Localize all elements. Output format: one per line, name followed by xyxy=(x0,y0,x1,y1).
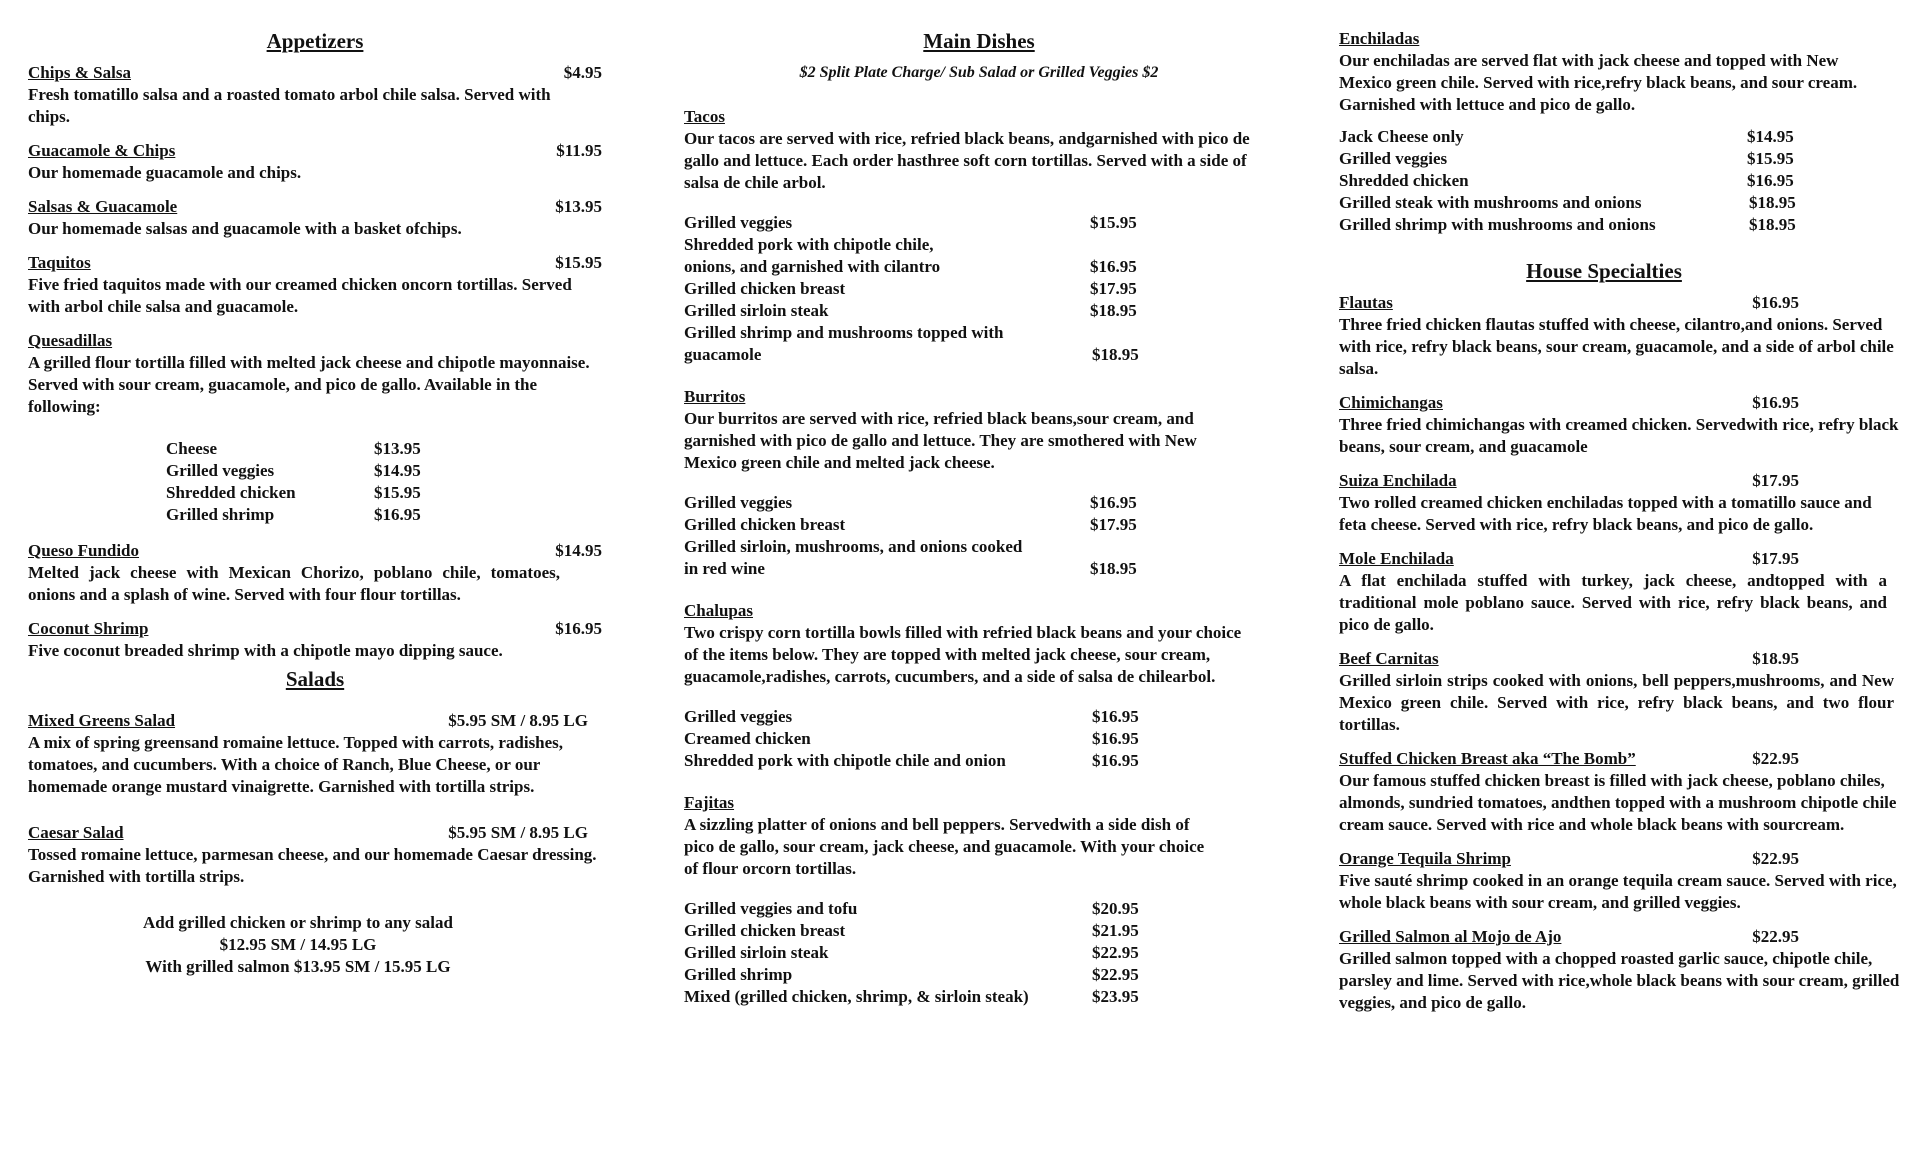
item-description: Five sauté shrimp cooked in an orange tequila cream sauce. Served with rice, whole black beans with sour cream, and grilled veggies. xyxy=(1339,871,1897,912)
option-name: Grilled shrimp with mushrooms and onions xyxy=(1339,215,1656,234)
item-description: Our enchiladas are served flat with jack cheese and topped with New Mexico green chile. Served with rice,refry black beans, and sour cream. Garnished with lettuce and pico de gallo. xyxy=(1339,51,1858,114)
option-name: Creamed chicken xyxy=(684,729,811,748)
option-row xyxy=(684,898,1274,920)
option-price: $18.95 xyxy=(1090,559,1137,578)
option-row xyxy=(166,482,602,504)
item-name: Mixed Greens Salad xyxy=(28,711,176,730)
option-name: Grilled veggies xyxy=(684,493,793,512)
fajita-options xyxy=(684,898,1274,1008)
menu-item-beef-carnitas xyxy=(1339,648,1905,736)
item-description: Tossed romaine lettuce, parmesan cheese, and our homemade Caesar dressing. Garnished with tortilla strips. xyxy=(28,845,597,886)
item-price: $17.95 xyxy=(1752,471,1799,490)
option-name: Grilled veggies xyxy=(684,213,793,232)
menu-item-chimichangas xyxy=(1339,392,1905,458)
item-description: Fresh tomatillo salsa and a roasted tomato arbol chile salsa. Served with chips. xyxy=(28,85,551,126)
option-row xyxy=(684,964,1274,986)
option-name: onions, and garnished with cilantro xyxy=(684,257,941,276)
option-price: $18.95 xyxy=(1092,345,1139,364)
item-name: Orange Tequila Shrimp xyxy=(1339,849,1511,868)
option-row xyxy=(684,750,1274,772)
option-name: Jack Cheese only xyxy=(1339,127,1464,146)
item-price: $5.95 SM / 8.95 LG xyxy=(448,823,588,842)
menu-item-salsas-guacamole xyxy=(28,196,602,240)
item-name: Queso Fundido xyxy=(28,541,140,560)
option-name: Grilled chicken breast xyxy=(684,279,846,298)
option-row xyxy=(1339,192,1905,214)
item-price: $18.95 xyxy=(1752,649,1799,668)
option-row xyxy=(166,460,602,482)
item-name: Chimichangas xyxy=(1339,393,1443,412)
option-row xyxy=(684,234,1274,256)
menu-item-suiza-enchilada xyxy=(1339,470,1905,536)
option-name: Shredded chicken xyxy=(166,483,296,502)
item-price: $11.95 xyxy=(556,141,602,160)
option-name: Grilled chicken breast xyxy=(684,921,846,940)
item-description: A mix of spring greensand romaine lettuce. Topped with carrots, radishes, tomatoes, and cucumbers. With a choice of Ranch, Blue Cheese, or our homemade orange mustard vinaigrette. Garnished with tortilla strips. xyxy=(28,733,564,796)
option-price: $17.95 xyxy=(1090,279,1137,298)
menu-item-guacamole-chips xyxy=(28,140,602,184)
menu-item-flautas xyxy=(1339,292,1905,380)
item-name: Salsas & Guacamole xyxy=(28,197,178,216)
item-name: Tacos xyxy=(684,107,725,126)
option-price: $16.95 xyxy=(1092,729,1139,748)
item-price: $17.95 xyxy=(1752,549,1799,568)
item-description: Melted jack cheese with Mexican Chorizo, poblano chile, tomatoes, onions and a splash of wine. Served with four flour tortillas. xyxy=(28,563,560,604)
option-row xyxy=(684,536,1274,558)
option-name: Mixed (grilled chicken, shrimp, & sirloin steak) xyxy=(684,987,1029,1006)
salad-addons xyxy=(28,912,568,978)
option-price: $14.95 xyxy=(1747,127,1794,146)
option-row xyxy=(684,256,1274,278)
menu-item-stuffed-chicken xyxy=(1339,748,1905,836)
option-price: $21.95 xyxy=(1092,921,1139,940)
option-row xyxy=(166,438,602,460)
option-row xyxy=(1339,148,1905,170)
item-description: A sizzling platter of onions and bell peppers. Servedwith a side dish of pico de gallo, sour cream, jack cheese, and guacamole. With your choice of flour orcorn tortillas. xyxy=(684,815,1205,878)
item-description: Three fried chicken flautas stuffed with cheese, cilantro,and onions. Served with rice, refry black beans, sour cream, guacamole, and a side of arbol chile salsa. xyxy=(1339,315,1894,378)
item-description: Grilled sirloin strips cooked with onions, bell peppers,mushrooms, and New Mexico green chile. Served with rice, refry black beans, and two flour tortillas. xyxy=(1339,671,1894,734)
option-name: Grilled veggies xyxy=(684,707,793,726)
option-name: Cheese xyxy=(166,439,217,458)
item-price: $14.95 xyxy=(555,541,602,560)
item-name: Guacamole & Chips xyxy=(28,141,176,160)
quesadilla-options xyxy=(166,438,602,526)
menu-item-mole-enchilada xyxy=(1339,548,1905,636)
item-description: Our burritos are served with rice, refried black beans,sour cream, and garnished with pico de gallo and lettuce. They are smothered with New Mexico green chile and melted jack cheese. xyxy=(684,409,1197,472)
item-description: Three fried chimichangas with creamed chicken. Servedwith rice, refry black beans, sour cream, and guacamole xyxy=(1339,415,1899,456)
option-price: $13.95 xyxy=(374,439,421,458)
menu-item-tacos xyxy=(684,106,1274,366)
option-row xyxy=(684,942,1274,964)
menu-item-queso-fundido xyxy=(28,540,602,606)
item-name: Grilled Salmon al Mojo de Ajo xyxy=(1339,927,1562,946)
option-row xyxy=(166,504,602,526)
item-name: Caesar Salad xyxy=(28,823,124,842)
item-name: Beef Carnitas xyxy=(1339,649,1439,668)
option-name: in red wine xyxy=(684,559,765,578)
option-name: Grilled sirloin, mushrooms, and onions cooked xyxy=(684,537,1023,556)
option-price: $16.95 xyxy=(1090,257,1137,276)
option-name: Grilled shrimp and mushrooms topped with xyxy=(684,323,1004,342)
option-price: $15.95 xyxy=(1747,149,1794,168)
option-name: Grilled chicken breast xyxy=(684,515,846,534)
appetizers-column xyxy=(28,26,602,978)
item-name: Chips & Salsa xyxy=(28,63,131,82)
option-price: $22.95 xyxy=(1092,965,1139,984)
house-specialties-heading: House Specialties xyxy=(1526,259,1682,283)
option-price: $14.95 xyxy=(374,461,421,480)
item-description: Our homemade salsas and guacamole with a basket ofchips. xyxy=(28,219,462,238)
main-dishes-heading: Main Dishes xyxy=(923,29,1035,53)
item-price: $22.95 xyxy=(1752,927,1799,946)
menu-item-orange-tequila-shrimp xyxy=(1339,848,1905,914)
item-price: $15.95 xyxy=(555,253,602,272)
taco-options xyxy=(684,212,1274,366)
item-description: Grilled salmon topped with a chopped roasted garlic sauce, chipotle chile, parsley and lime. Served with rice,whole black beans with sour cream, grilled veggies, and pico de gallo. xyxy=(1339,949,1900,1012)
option-price: $18.95 xyxy=(1090,301,1137,320)
option-row xyxy=(684,728,1274,750)
option-price: $15.95 xyxy=(1090,213,1137,232)
item-name: Coconut Shrimp xyxy=(28,619,149,638)
menu-item-fajitas xyxy=(684,792,1274,1008)
option-price: $16.95 xyxy=(1092,707,1139,726)
item-description: Our tacos are served with rice, refried black beans, andgarnished with pico de gallo and lettuce. Each order hasthree soft corn tortillas. Served with a side of salsa de chile arbol. xyxy=(684,129,1250,192)
option-price: $17.95 xyxy=(1090,515,1137,534)
option-row xyxy=(684,920,1274,942)
item-name: Quesadillas xyxy=(28,331,113,350)
addon-line: With grilled salmon $13.95 SM / 15.95 LG xyxy=(145,957,451,976)
option-name: Grilled sirloin steak xyxy=(684,301,829,320)
option-name: Shredded chicken xyxy=(1339,171,1469,190)
item-description: Our homemade guacamole and chips. xyxy=(28,163,302,182)
main-dishes-column xyxy=(684,26,1274,1020)
item-price: $22.95 xyxy=(1752,749,1799,768)
item-price: $4.95 xyxy=(563,63,602,82)
item-price: $22.95 xyxy=(1752,849,1799,868)
item-description: Two crispy corn tortilla bowls filled with refried black beans and your choice of the items below. They are topped with melted jack cheese, sour cream, guacamole,radishes, carrots, cucumbers, and a side of salsa de chilearbol. xyxy=(684,623,1242,686)
option-price: $18.95 xyxy=(1749,215,1796,234)
option-row xyxy=(684,322,1274,344)
option-row xyxy=(684,278,1274,300)
menu-item-chalupas xyxy=(684,600,1274,772)
menu-item-chips-salsa xyxy=(28,62,602,128)
split-plate-note: $2 Split Plate Charge/ Sub Salad or Grilled Veggies $2 xyxy=(799,64,1159,81)
addon-line: Add grilled chicken or shrimp to any salad xyxy=(143,913,453,932)
item-price: $13.95 xyxy=(555,197,602,216)
menu-item-burritos xyxy=(684,386,1274,580)
option-name: Grilled veggies xyxy=(1339,149,1448,168)
item-description: Our famous stuffed chicken breast is filled with jack cheese, poblano chiles, almonds, sundried tomatoes, andthen topped with a mushroom chipotle chile cream sauce. Served with rice and whole black beans with sourcream. xyxy=(1339,771,1897,834)
item-name: Suiza Enchilada xyxy=(1339,471,1457,490)
item-name: Flautas xyxy=(1339,293,1393,312)
item-price: $16.95 xyxy=(1752,293,1799,312)
option-row xyxy=(684,300,1274,322)
enchilada-options xyxy=(1339,126,1905,236)
menu-item-quesadillas xyxy=(28,330,602,526)
item-description: Two rolled creamed chicken enchiladas topped with a tomatillo sauce and feta cheese. Served with rice, refry black beans, and pico de gallo. xyxy=(1339,493,1872,534)
item-price: $5.95 SM / 8.95 LG xyxy=(448,711,588,730)
menu-item-coconut-shrimp xyxy=(28,618,602,662)
option-price: $16.95 xyxy=(374,505,421,524)
burrito-options xyxy=(684,492,1274,580)
menu-item-taquitos xyxy=(28,252,602,318)
option-name: Grilled shrimp xyxy=(684,965,793,984)
option-price: $16.95 xyxy=(1747,171,1794,190)
item-name: Enchiladas xyxy=(1339,29,1420,48)
specialties-column xyxy=(1339,28,1905,1026)
option-row xyxy=(684,344,1274,366)
item-description: Five coconut breaded shrimp with a chipotle mayo dipping sauce. xyxy=(28,641,503,660)
option-row xyxy=(684,986,1274,1008)
option-name: Grilled veggies and tofu xyxy=(684,899,858,918)
menu-item-enchiladas xyxy=(1339,28,1905,236)
option-price: $16.95 xyxy=(1090,493,1137,512)
item-price: $16.95 xyxy=(1752,393,1799,412)
chalupa-options xyxy=(684,706,1274,772)
item-name: Burritos xyxy=(684,387,746,406)
option-row xyxy=(1339,170,1905,192)
option-row xyxy=(684,212,1274,234)
item-name: Taquitos xyxy=(28,253,91,272)
menu-item-grilled-salmon xyxy=(1339,926,1905,1014)
item-price: $16.95 xyxy=(555,619,602,638)
option-name: Grilled shrimp xyxy=(166,505,275,524)
item-description: Five fried taquitos made with our creamed chicken oncorn tortillas. Served with arbol chile salsa and guacamole. xyxy=(28,275,572,316)
addon-line: $12.95 SM / 14.95 LG xyxy=(219,935,377,954)
item-name: Mole Enchilada xyxy=(1339,549,1454,568)
option-name: Grilled veggies xyxy=(166,461,275,480)
option-name: guacamole xyxy=(684,345,762,364)
option-row xyxy=(684,514,1274,536)
option-row xyxy=(1339,126,1905,148)
option-price: $18.95 xyxy=(1749,193,1796,212)
option-row xyxy=(684,492,1274,514)
appetizers-heading: Appetizers xyxy=(266,29,364,53)
item-name: Fajitas xyxy=(684,793,735,812)
salads-heading: Salads xyxy=(285,667,345,691)
option-row xyxy=(684,558,1274,580)
option-price: $15.95 xyxy=(374,483,421,502)
option-price: $16.95 xyxy=(1092,751,1139,770)
menu-item-caesar xyxy=(28,822,602,888)
option-name: Shredded pork with chipotle chile and onion xyxy=(684,751,1006,770)
item-name: Stuffed Chicken Breast aka “The Bomb” xyxy=(1339,749,1636,768)
option-name: Grilled steak with mushrooms and onions xyxy=(1339,193,1642,212)
option-row xyxy=(684,706,1274,728)
option-price: $22.95 xyxy=(1092,943,1139,962)
option-row xyxy=(1339,214,1905,236)
menu-item-mixed-greens xyxy=(28,710,602,798)
option-name: Grilled sirloin steak xyxy=(684,943,829,962)
option-price: $20.95 xyxy=(1092,899,1139,918)
item-description: A flat enchilada stuffed with turkey, jack cheese, andtopped with a traditional mole poblano sauce. Served with rice, refry black beans, and pico de gallo. xyxy=(1339,571,1887,634)
item-description: A grilled flour tortilla filled with melted jack cheese and chipotle mayonnaise. Served with sour cream, guacamole, and pico de gallo. Available in the following: xyxy=(28,353,590,416)
item-name: Chalupas xyxy=(684,601,753,620)
option-name: Shredded pork with chipotle chile, xyxy=(684,235,934,254)
option-price: $23.95 xyxy=(1092,987,1139,1006)
